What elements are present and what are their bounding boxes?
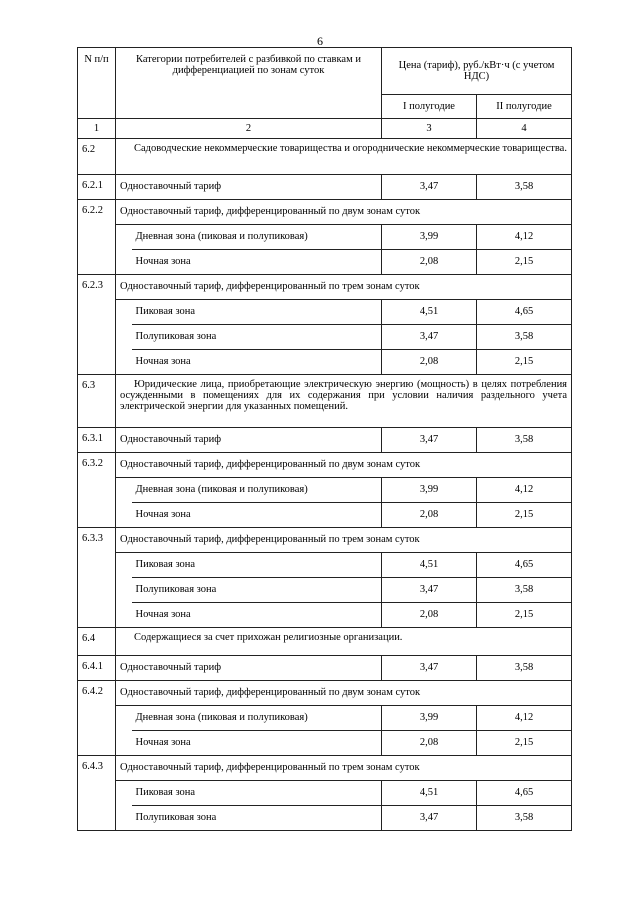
price-half2: 4,12 — [477, 706, 572, 731]
header-half1: I полугодие — [382, 95, 477, 119]
row-number: 6.3.3 — [78, 528, 116, 628]
row-label: Ночная зона — [132, 731, 382, 756]
price-half2: 3,58 — [477, 175, 572, 200]
table-row — [78, 731, 572, 756]
row-label: Одноставочный тариф, дифференцированный по трем зонам суток — [116, 275, 572, 300]
price-half1: 3,99 — [382, 478, 477, 503]
row-label: Одноставочный тариф — [116, 656, 382, 681]
price-half1: 2,08 — [382, 250, 477, 275]
row-label: Одноставочный тариф, дифференцированный по двум зонам суток — [116, 200, 572, 225]
price-half1: 2,08 — [382, 503, 477, 528]
table-row — [78, 781, 572, 806]
header-row — [78, 48, 572, 95]
price-half2: 4,65 — [477, 781, 572, 806]
price-half2: 3,58 — [477, 656, 572, 681]
table-row — [78, 681, 572, 706]
table-row — [78, 350, 572, 375]
table-row — [78, 578, 572, 603]
row-label: Пиковая зона — [132, 781, 382, 806]
row-label: Одноставочный тариф, дифференцированный по трем зонам суток — [116, 528, 572, 553]
price-half1: 4,51 — [382, 553, 477, 578]
row-label: Одноставочный тариф — [116, 428, 382, 453]
price-half2: 3,58 — [477, 806, 572, 831]
row-label: Ночная зона — [132, 350, 382, 375]
price-half2: 4,65 — [477, 553, 572, 578]
row-label: Одноставочный тариф, дифференцированный по двум зонам суток — [116, 681, 572, 706]
table-row — [78, 528, 572, 553]
price-half1: 4,51 — [382, 781, 477, 806]
index-cell: 2 — [116, 119, 382, 139]
table-row — [78, 225, 572, 250]
row-number: 6.3.1 — [78, 428, 116, 453]
row-label: Дневная зона (пиковая и полупиковая) — [132, 706, 382, 731]
price-half1: 3,47 — [382, 806, 477, 831]
table-row — [78, 756, 572, 781]
row-label: Дневная зона (пиковая и полупиковая) — [132, 478, 382, 503]
spacer-cell — [116, 553, 132, 628]
row-number: 6.2.1 — [78, 175, 116, 200]
price-half1: 3,99 — [382, 706, 477, 731]
price-half2: 3,58 — [477, 428, 572, 453]
row-label: Полупиковая зона — [132, 325, 382, 350]
row-label: Ночная зона — [132, 503, 382, 528]
price-half2: 4,12 — [477, 225, 572, 250]
price-half2: 4,65 — [477, 300, 572, 325]
price-half1: 4,51 — [382, 300, 477, 325]
header-half2: II полугодие — [477, 95, 572, 119]
table-row — [78, 603, 572, 628]
table-row — [78, 428, 572, 453]
row-number: 6.3.2 — [78, 453, 116, 528]
price-half2: 2,15 — [477, 250, 572, 275]
table-row — [78, 656, 572, 681]
spacer-cell — [116, 300, 132, 375]
price-half2: 4,12 — [477, 478, 572, 503]
price-half2: 2,15 — [477, 503, 572, 528]
row-label: Ночная зона — [132, 250, 382, 275]
row-number: 6.2.2 — [78, 200, 116, 275]
row-label: Ночная зона — [132, 603, 382, 628]
row-number: 6.2.3 — [78, 275, 116, 375]
price-half2: 2,15 — [477, 731, 572, 756]
table-row — [78, 200, 572, 225]
price-half2: 2,15 — [477, 603, 572, 628]
price-half1: 3,47 — [382, 656, 477, 681]
table-row — [78, 453, 572, 478]
row-number: 6.2 — [78, 139, 116, 175]
price-half2: 2,15 — [477, 350, 572, 375]
price-half1: 3,47 — [382, 325, 477, 350]
price-half1: 3,47 — [382, 175, 477, 200]
row-label: Пиковая зона — [132, 300, 382, 325]
header-num: N п/п — [78, 48, 116, 119]
price-half1: 3,47 — [382, 428, 477, 453]
tariff-table — [77, 47, 572, 831]
table-row — [78, 478, 572, 503]
row-label: Одноставочный тариф, дифференцированный по трем зонам суток — [116, 756, 572, 781]
spacer-cell — [116, 706, 132, 756]
row-label: Полупиковая зона — [132, 806, 382, 831]
price-half1: 3,99 — [382, 225, 477, 250]
row-label: Одноставочный тариф — [116, 175, 382, 200]
table-row — [78, 503, 572, 528]
price-half2: 3,58 — [477, 325, 572, 350]
price-half1: 2,08 — [382, 350, 477, 375]
row-number: 6.4.1 — [78, 656, 116, 681]
table-row — [78, 250, 572, 275]
index-cell: 4 — [477, 119, 572, 139]
section-text: Юридические лица, приобретающие электрическую энергию (мощность) в целях потребления осужденными в помещениях для их содержания при условии наличия раздельного учета электрической энергии для указанных помещений. — [116, 375, 572, 428]
row-label: Пиковая зона — [132, 553, 382, 578]
spacer-cell — [116, 225, 132, 275]
row-number: 6.4.2 — [78, 681, 116, 756]
table-row — [78, 275, 572, 300]
section-row — [78, 628, 572, 656]
row-label: Дневная зона (пиковая и полупиковая) — [132, 225, 382, 250]
section-row — [78, 375, 572, 428]
price-half2: 3,58 — [477, 578, 572, 603]
section-text: Садоводческие некоммерческие товарищества и огороднические некоммерческие товарищества. — [116, 139, 572, 175]
row-number: 6.4 — [78, 628, 116, 656]
index-cell: 3 — [382, 119, 477, 139]
row-number: 6.4.3 — [78, 756, 116, 831]
index-cell: 1 — [78, 119, 116, 139]
row-label: Полупиковая зона — [132, 578, 382, 603]
section-text: Содержащиеся за счет прихожан религиозные организации. — [116, 628, 572, 656]
price-half1: 2,08 — [382, 603, 477, 628]
table-row — [78, 806, 572, 831]
spacer-cell — [116, 781, 132, 831]
price-half1: 3,47 — [382, 578, 477, 603]
row-label: Одноставочный тариф, дифференцированный по двум зонам суток — [116, 453, 572, 478]
table-row — [78, 300, 572, 325]
header-price: Цена (тариф), руб./кВт·ч (с учетом НДС) — [382, 48, 572, 95]
table-row — [78, 175, 572, 200]
section-row — [78, 139, 572, 175]
row-number: 6.3 — [78, 375, 116, 428]
table-row — [78, 706, 572, 731]
page-number: 6 — [317, 34, 323, 48]
index-row — [78, 119, 572, 139]
header-category: Категории потребителей с разбивкой по ставкам и дифференциацией по зонам суток — [116, 48, 382, 119]
price-half1: 2,08 — [382, 731, 477, 756]
table-row — [78, 325, 572, 350]
table-row — [78, 553, 572, 578]
spacer-cell — [116, 478, 132, 528]
